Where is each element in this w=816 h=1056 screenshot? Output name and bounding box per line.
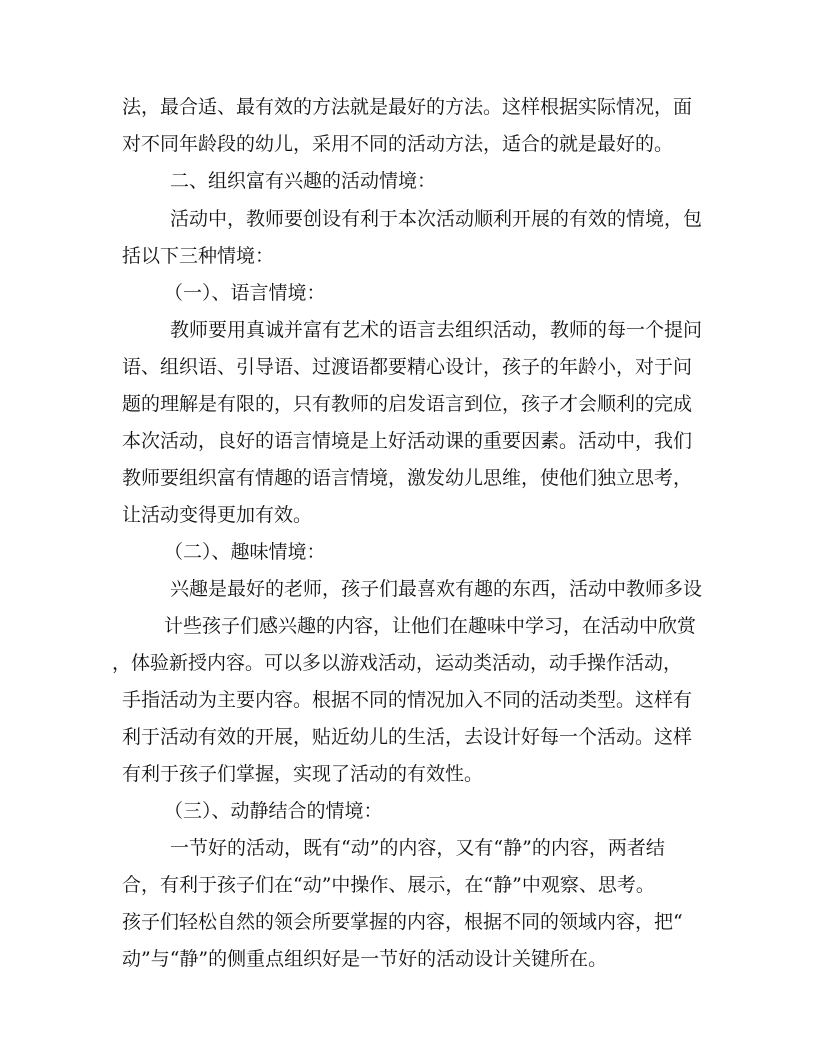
- text-line: 计些孩子们感兴趣的内容，让他们在趣味中学习，在活动中欣赏: [164, 615, 697, 637]
- text-line: 动”与“静”的侧重点组织好是一节好的活动设计关键所在。: [122, 948, 608, 970]
- text-line: 合，有利于孩子们在“动”中操作、展示，在“静”中观察、思考。: [122, 874, 655, 896]
- text-line: 本次活动，良好的语言情境是上好活动课的重要因素。活动中，我们: [122, 430, 693, 452]
- text-line: 让活动变得更加有效。: [122, 504, 313, 526]
- text-line: 对不同年龄段的幼儿，采用不同的活动方法，适合的就是最好的。: [122, 133, 674, 155]
- subsection-heading: （二）、趣味情境：: [164, 541, 326, 563]
- subsection-heading: （一）、语言情境：: [164, 282, 326, 304]
- text-line: 题的理解是有限的，只有教师的启发语言到位，孩子才会顺利的完成: [122, 393, 693, 415]
- text-line: 括以下三种情境：: [122, 245, 275, 267]
- text-line: ，体验新授内容。可以多以游戏活动，运动类活动，动手操作活动，: [112, 652, 683, 674]
- text-line: 一节好的活动，既有“动”的内容，又有“静”的内容，两者结: [170, 837, 665, 859]
- text-line: 法，最合适、最有效的方法就是最好的方法。这样根据实际情况，面: [122, 96, 693, 118]
- text-line: 语、组织语、引导语、过渡语都要精心设计，孩子的年龄小，对于问: [122, 356, 693, 378]
- text-line: 教师要组织富有情趣的语言情境，激发幼儿思维，使他们独立思考，: [122, 467, 693, 489]
- text-line: 活动中，教师要创设有利于本次活动顺利开展的有效的情境，包: [170, 208, 703, 230]
- text-line: 兴趣是最好的老师，孩子们最喜欢有趣的东西，活动中教师多设: [170, 578, 703, 600]
- text-line: 有利于孩子们掌握，实现了活动的有效性。: [122, 763, 484, 785]
- section-heading: 二、组织富有兴趣的活动情境：: [170, 170, 437, 192]
- text-line: 手指活动为主要内容。根据不同的情况加入不同的活动类型。这样有: [122, 689, 693, 711]
- text-line: 教师要用真诚并富有艺术的语言去组织活动，教师的每一个提问: [170, 319, 703, 341]
- text-line: 孩子们轻松自然的领会所要掌握的内容，根据不同的领域内容，把“: [122, 911, 683, 933]
- subsection-heading: （三）、动静结合的情境：: [164, 800, 383, 822]
- text-line: 利于活动有效的开展，贴近幼儿的生活，去设计好每一个活动。这样: [122, 726, 693, 748]
